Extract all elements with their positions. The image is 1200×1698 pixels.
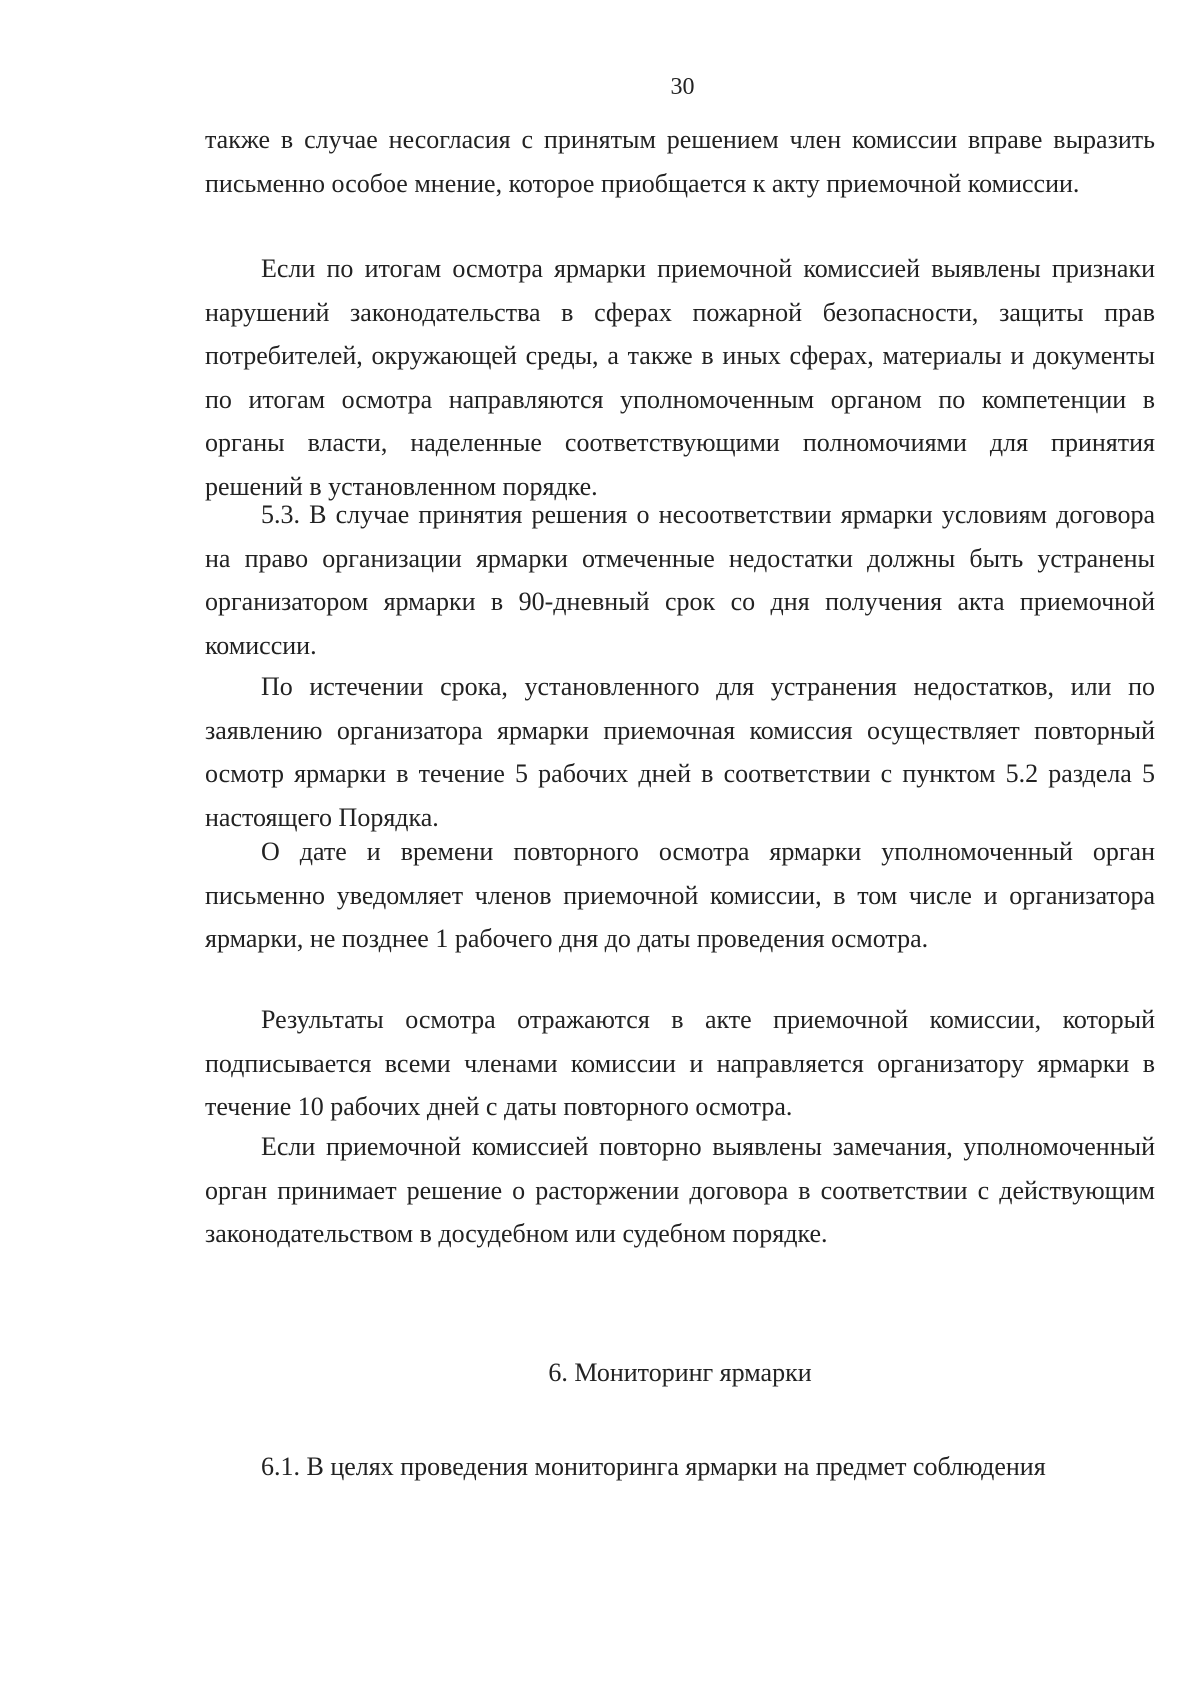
body-text <box>205 998 1155 1129</box>
paragraph-reinspection: По истечении срока, установленного для устранения недостатков, или по заявлению организатора ярмарки приемочная комиссия осуществляет повторный осмотр ярмарки в течение 5 рабочих дней в соответствии с пунктом 5.2 раздела 5 настоящего Порядка. <box>205 672 1155 832</box>
paragraph-continuation: также в случае несогласия с принятым решением член комиссии вправе выразить письменно особое мнение, которое приобщается к акту приемочной комиссии. <box>205 125 1155 198</box>
body-text <box>205 1125 1155 1256</box>
body-text <box>205 665 1155 839</box>
section-heading: 6. Мониторинг ярмарки <box>548 1358 812 1387</box>
paragraph-termination: Если приемочной комиссией повторно выявлены замечания, уполномоченный орган принимает решение о расторжении договора в соответствии с действующим законодательством в досудебном или судебном порядке. <box>205 1132 1155 1248</box>
body-text <box>205 247 1155 508</box>
paragraph-notification: О дате и времени повторного осмотра ярмарки уполномоченный орган письменно уведомляет членов приемочной комиссии, в том числе и организатора ярмарки, не позднее 1 рабочего дня до даты проведения осмотра. <box>205 837 1155 953</box>
paragraph-6-1: 6.1. В целях проведения мониторинга ярмарки на предмет соблюдения <box>261 1452 1046 1481</box>
body-text <box>205 493 1155 667</box>
paragraph-5-3: 5.3. В случае принятия решения о несоответствии ярмарки условиям договора на право организации ярмарки отмеченные недостатки должны быть устранены организатором ярмарки в 90-дневный срок со дня получения акта приемочной комиссии. <box>205 500 1155 660</box>
paragraph-violations: Если по итогам осмотра ярмарки приемочной комиссией выявлены признаки нарушений законодательства в сферах пожарной безопасности, защиты прав потребителей, окружающей среды, а также в иных сферах, материалы и документы по итогам осмотра направляются уполномоченным органом по компетенции в органы власти, наделенные соответствующими полномочиями для принятия решений в установленном порядке. <box>205 254 1155 501</box>
body-text <box>205 830 1155 961</box>
paragraph-results: Результаты осмотра отражаются в акте приемочной комиссии, который подписывается всеми членами комиссии и направляется организатору ярмарки в течение 10 рабочих дней с даты повторного осмотра. <box>205 1005 1155 1121</box>
body-text <box>205 118 1155 205</box>
page-number: 30 <box>670 74 695 100</box>
